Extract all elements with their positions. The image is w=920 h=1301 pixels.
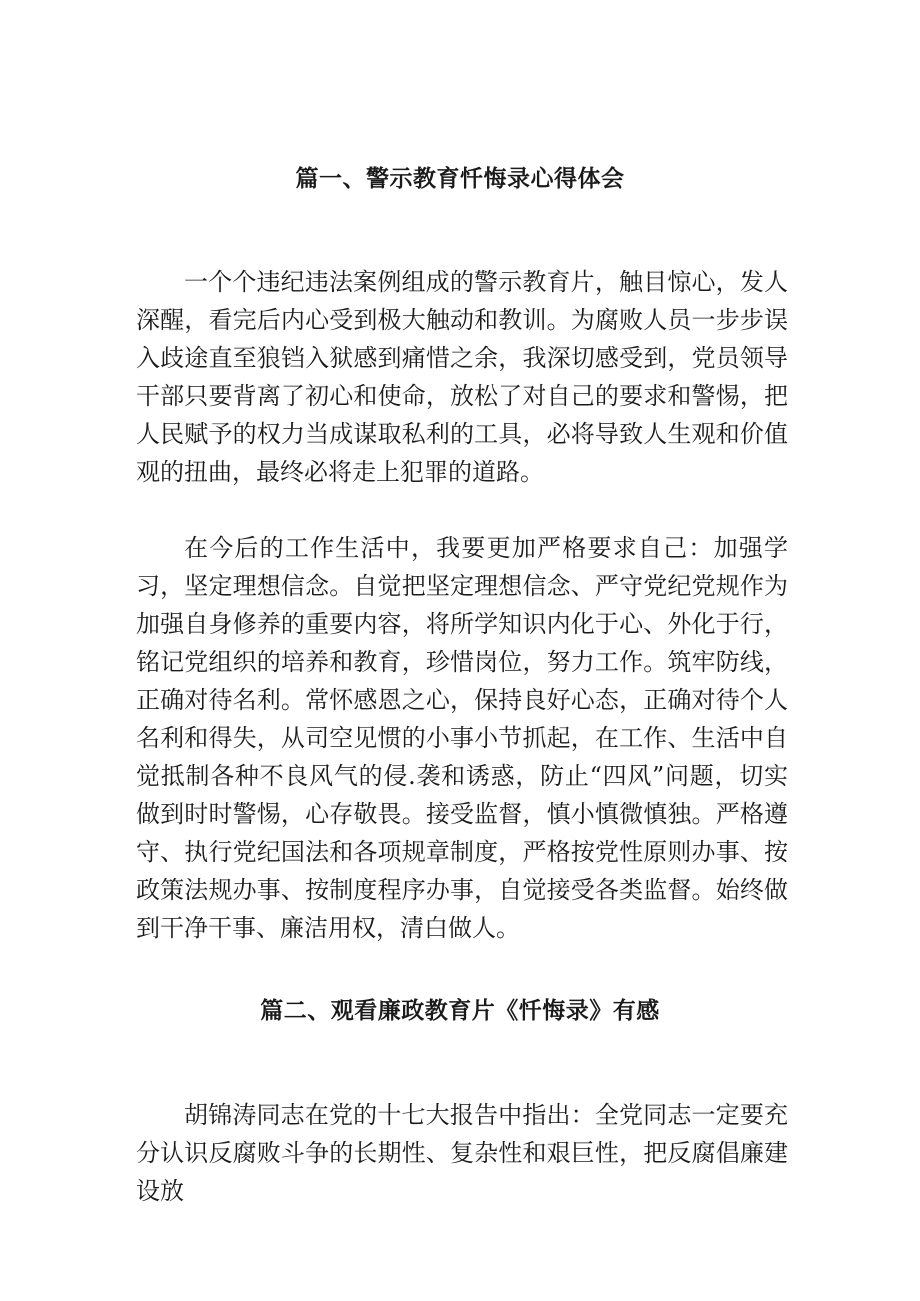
- section-title-2: 篇二、观看廉政教育片《忏悔录》有感: [260, 998, 660, 1024]
- section-title-1: 篇一、警示教育忏悔录心得体会: [295, 166, 625, 192]
- section1-paragraph-2: 在今后的工作生活中，我要更加严格要求自己：加强学习，坚定理想信念。自觉把坚定理想信念、严守党纪党规作为加强自身修养的重要内容，将所学知识内化于心、外化于行，铭记党组织的培养和教育，珍惜岗位，努力工作。筑牢防线，正确对待名利。常怀感恩之心，保持良好心态，正确对待个人名利和得失，从司空见惯的小事小节抓起，在工作、生活中自觉抵制各种不良风气的侵.袭和诱惑，防止“四风”问题，切实做到时时警惕，心存敬畏。接受监督，慎小慎微慎独。严格遵守、执行党纪国法和各项规章制度，严格按党性原则办事、按政策法规办事、按制度程序办事，自觉接受各类监督。始终做到干净干事、廉洁用权，清白做人。: [136, 534, 788, 942]
- section2-paragraph-1: 胡锦涛同志在党的十七大报告中指出：全党同志一定要充分认识反腐败斗争的长期性、复杂性和艰巨性，把反腐倡廉建设放: [136, 1101, 788, 1205]
- section1-paragraph-1: 一个个违纪违法案例组成的警示教育片，触目惊心，发人深醒，看完后内心受到极大触动和教训。为腐败人员一步步误入歧途直至狼铛入狱感到痛惜之余，我深切感受到，党员领导干部只要背离了初心和使命，放松了对自己的要求和警惕，把人民赋予的权力当成谋取私利的工具，必将导致人生观和价值观的扭曲，最终必将走上犯罪的道路。: [136, 268, 788, 486]
